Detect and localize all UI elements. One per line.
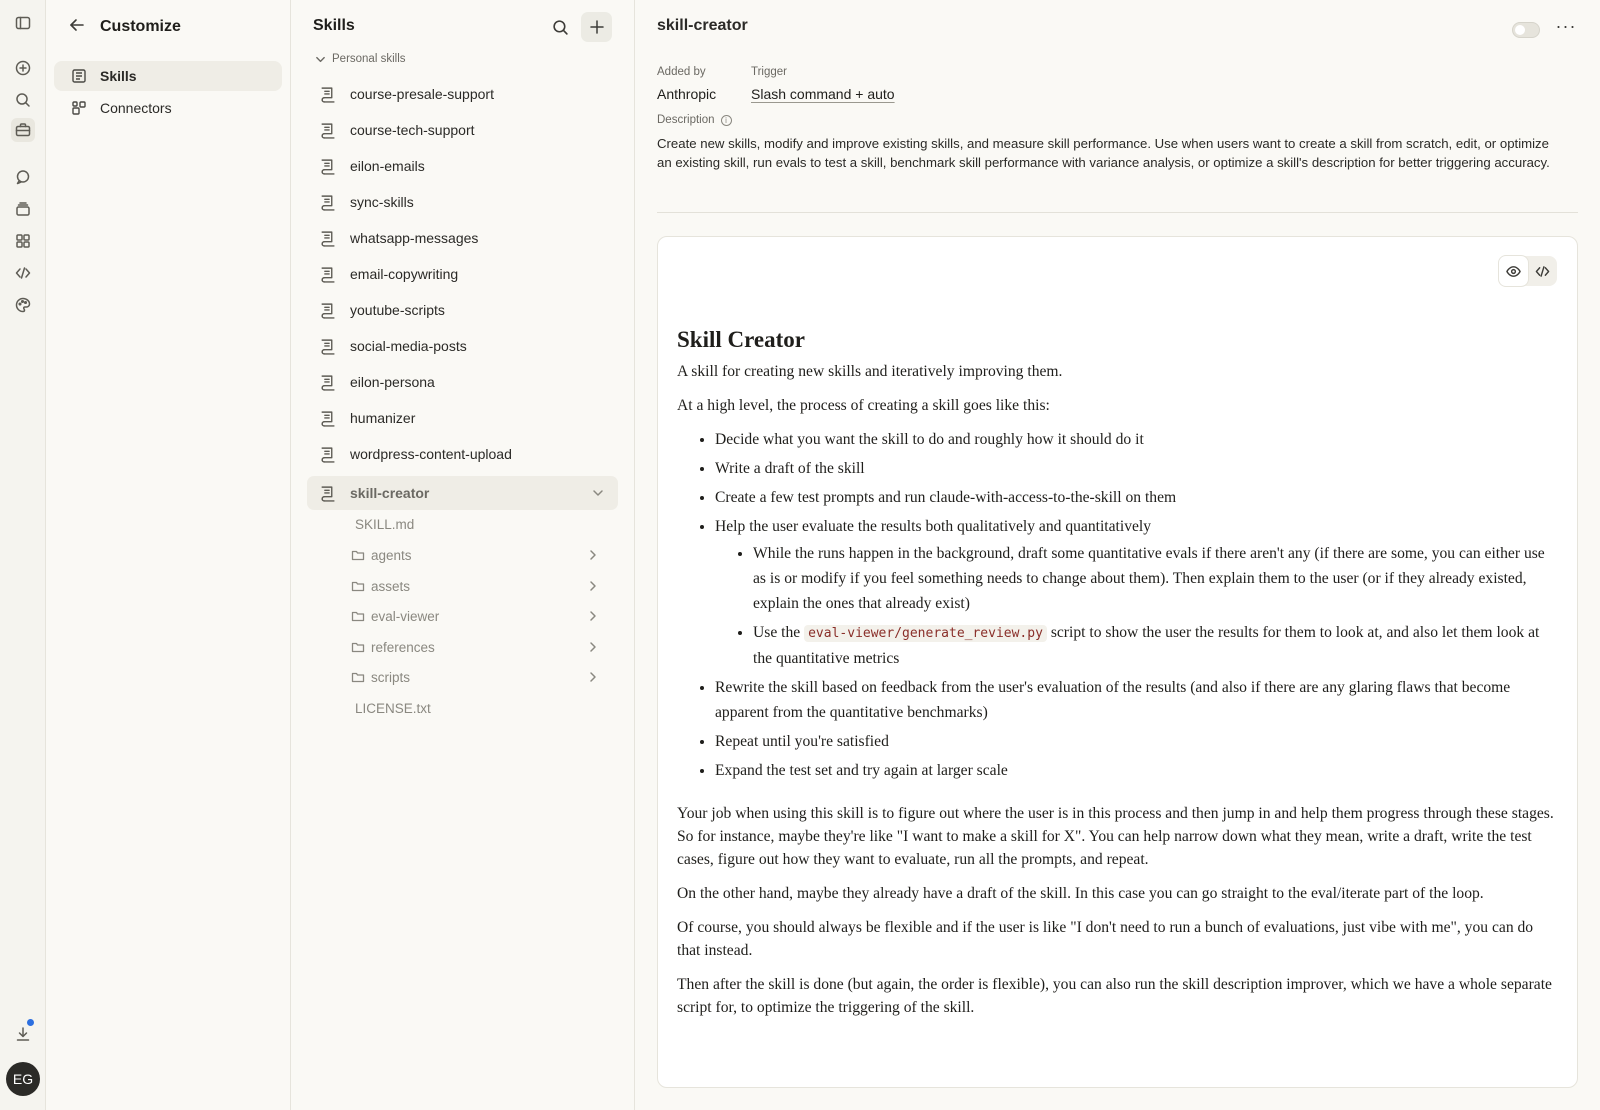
source-code-button[interactable] xyxy=(1528,256,1557,286)
connectors-icon xyxy=(71,100,87,116)
notification-dot xyxy=(27,1019,34,1026)
section-label: Personal skills xyxy=(332,53,406,65)
skill-file-icon xyxy=(319,485,336,502)
file-name: LICENSE.txt xyxy=(355,700,431,716)
search-icon[interactable] xyxy=(11,88,35,112)
skills-title: Skills xyxy=(313,17,355,34)
skill-name: email-copywriting xyxy=(350,266,459,282)
list-item: • Repeat until you're satisfied xyxy=(715,729,1557,754)
added-by-label: Added by xyxy=(657,66,706,78)
description-label: Description xyxy=(657,114,715,126)
skill-file-icon xyxy=(319,230,336,247)
list-item: • Expand the test set and try again at larger scale xyxy=(715,758,1557,783)
page-title: Customize xyxy=(100,18,181,35)
customize-icon[interactable] xyxy=(11,118,35,142)
skill-name: course-tech-support xyxy=(350,122,475,138)
skill-file-icon xyxy=(319,86,336,103)
skill-enabled-toggle[interactable] xyxy=(1512,22,1540,38)
skill-file-icon xyxy=(319,338,336,355)
trigger-value[interactable]: Slash command + auto xyxy=(751,86,895,102)
artifacts-icon[interactable] xyxy=(11,229,35,253)
folder-icon xyxy=(351,670,365,684)
skill-item[interactable] xyxy=(307,149,618,183)
chevron-down-icon[interactable] xyxy=(592,487,604,499)
process-list xyxy=(715,427,1557,783)
chevron-right-icon xyxy=(587,610,599,622)
doc-process-intro: At a high level, the process of creating a skill goes like this: xyxy=(677,397,1050,414)
doc-paragraph: Your job when using this skill is to figure out where the user is in this process and then jump in and help them progress through these stages. So for instance, maybe they're like "I want to make a skill for X". You can help narrow down what they mean, write a draft, write the test cases, figure out how they want to evaluate, run all the prompts, and repeat. xyxy=(677,805,1554,868)
doc-paragraph: On the other hand, maybe they already have a draft of the skill. In this case you can go straight to the eval/iterate part of the loop. xyxy=(677,885,1484,902)
skill-item[interactable] xyxy=(307,113,618,147)
personal-skills-toggle[interactable] xyxy=(315,53,406,65)
chevron-right-icon xyxy=(587,641,599,653)
customize-nav xyxy=(46,0,291,1110)
nav-item-label: Connectors xyxy=(100,100,172,116)
skill-file-icon xyxy=(319,122,336,139)
skill-file-icon xyxy=(319,446,336,463)
chevron-right-icon xyxy=(587,580,599,592)
file-item[interactable] xyxy=(355,511,605,537)
list-item: • Rewrite the skill based on feedback from the user's evaluation of the results (and also if there are any glaring flaws that become apparent from the quantitative benchmarks) xyxy=(715,675,1557,725)
list-item-text: Help the user evaluate the results both qualitatively and quantitatively xyxy=(715,518,1152,535)
markdown-preview xyxy=(677,325,1557,1030)
skill-detail xyxy=(635,0,1600,1110)
skill-item[interactable] xyxy=(307,77,618,111)
divider xyxy=(657,212,1578,213)
list-item: • Write a draft of the skill xyxy=(715,456,1557,481)
skill-content-card xyxy=(657,236,1578,1088)
skill-item[interactable] xyxy=(307,365,618,399)
skill-name: social-media-posts xyxy=(350,338,467,354)
nav-header xyxy=(68,14,181,40)
list-item-text: script to show the user the results for them to look at, and also let them look at the quantitative metrics xyxy=(753,624,1540,667)
chats-icon[interactable] xyxy=(11,165,35,189)
list-item-text: Use the xyxy=(753,624,805,641)
skill-name: whatsapp-messages xyxy=(350,230,479,246)
back-arrow-icon[interactable] xyxy=(68,16,86,39)
folder-name: eval-viewer xyxy=(371,608,440,624)
skill-name: youtube-scripts xyxy=(350,302,445,318)
chevron-right-icon xyxy=(587,549,599,561)
skill-file-icon xyxy=(319,158,336,175)
list-item xyxy=(753,620,1557,671)
skill-name: humanizer xyxy=(350,410,416,426)
folder-item[interactable] xyxy=(351,603,601,629)
nav-item-label: Skills xyxy=(100,68,137,84)
skill-item[interactable] xyxy=(307,293,618,327)
skill-item[interactable] xyxy=(307,437,618,471)
skill-item[interactable] xyxy=(307,401,618,435)
trigger-label: Trigger xyxy=(751,66,787,78)
skill-item-selected[interactable] xyxy=(307,476,618,510)
list-item: • Create a few test prompts and run claude-with-access-to-the-skill on them xyxy=(715,485,1557,510)
preview-button[interactable] xyxy=(1499,256,1528,286)
code-icon[interactable] xyxy=(11,261,35,285)
folder-icon xyxy=(351,548,365,562)
skill-file-icon xyxy=(319,374,336,391)
skill-file-icon xyxy=(319,410,336,427)
skill-title: skill-creator xyxy=(657,17,748,34)
palette-icon[interactable] xyxy=(11,293,35,317)
folder-name: agents xyxy=(371,547,412,563)
doc-intro: A skill for creating new skills and iteratively improving them. xyxy=(677,363,1063,380)
folder-icon xyxy=(351,640,365,654)
skills-icon xyxy=(71,68,87,84)
skill-name: course-presale-support xyxy=(350,86,494,102)
skill-file-icon xyxy=(319,194,336,211)
folder-icon xyxy=(351,609,365,623)
skill-item[interactable] xyxy=(307,185,618,219)
list-item: • Decide what you want the skill to do and roughly how it should do it xyxy=(715,427,1557,452)
skill-item[interactable] xyxy=(307,257,618,291)
folder-item[interactable] xyxy=(351,664,601,690)
skill-item[interactable] xyxy=(307,329,618,363)
doc-paragraph: Of course, you should always be flexible and if the user is like "I don't need to run a bunch of evaluations, just vibe with me", you can do that instead. xyxy=(677,919,1534,959)
chevron-right-icon xyxy=(587,671,599,683)
folder-name: scripts xyxy=(371,669,411,685)
skill-item[interactable] xyxy=(307,221,618,255)
folder-item[interactable] xyxy=(351,573,601,599)
more-options-icon[interactable]: ··· xyxy=(1555,16,1577,36)
doc-heading: Skill Creator xyxy=(677,327,805,352)
search-skills-button[interactable] xyxy=(549,16,571,38)
plus-icon xyxy=(589,19,605,35)
inline-code: eval-viewer/generate_review.py xyxy=(804,625,1047,642)
folder-name: assets xyxy=(371,578,411,594)
search-icon xyxy=(552,19,569,36)
skill-file-icon xyxy=(319,302,336,319)
folder-icon xyxy=(351,579,365,593)
icon-rail xyxy=(0,0,46,1110)
info-icon[interactable]: i xyxy=(721,115,732,126)
folder-item[interactable] xyxy=(351,634,601,660)
nav-item-connectors[interactable] xyxy=(54,93,282,123)
doc-paragraph: Then after the skill is done (but again, the order is flexible), you can also run the skill description improver, which we have a whole separate script for, to optimize the triggering of the skill. xyxy=(677,976,1552,1016)
add-skill-button[interactable] xyxy=(581,12,612,42)
sidebar-toggle-icon[interactable] xyxy=(11,11,35,35)
added-by-value: Anthropic xyxy=(657,86,717,102)
nested-list xyxy=(753,541,1557,671)
new-chat-icon[interactable] xyxy=(11,56,35,80)
nav-item-skills[interactable] xyxy=(54,61,282,91)
projects-icon[interactable] xyxy=(11,197,35,221)
list-item xyxy=(715,514,1557,671)
folder-item[interactable] xyxy=(351,542,601,568)
skill-name: eilon-emails xyxy=(350,158,425,174)
skills-panel xyxy=(291,0,635,1110)
file-name: SKILL.md xyxy=(355,516,415,532)
skill-name: skill-creator xyxy=(350,485,430,501)
view-mode-switcher xyxy=(1499,256,1557,286)
description-label-row xyxy=(657,114,732,126)
skill-file-icon xyxy=(319,266,336,283)
code-icon xyxy=(1535,264,1550,279)
chevron-down-icon xyxy=(315,54,326,65)
avatar[interactable]: EG xyxy=(6,1062,40,1096)
description-text: Create new skills, modify and improve existing skills, and measure skill performance. Use when users want to create a skill from scratch, edit, or optimize an existing skill, run evals to test a skill, benchmark skill performance with variance analysis, or optimize a skill's description for better triggering accuracy. xyxy=(657,136,1550,170)
skill-name: eilon-persona xyxy=(350,374,435,390)
skill-name: wordpress-content-upload xyxy=(350,446,512,462)
eye-icon xyxy=(1506,264,1521,279)
folder-name: references xyxy=(371,639,435,655)
skill-name: sync-skills xyxy=(350,194,414,210)
file-item[interactable] xyxy=(355,695,605,721)
list-item: • While the runs happen in the background, draft some quantitative evals if there aren't any (if there are some, you can either use as is or modify if you feel something needs to change about them). Then explain them to the user (or if they already existed, explain the ones that already exist) xyxy=(753,541,1557,616)
